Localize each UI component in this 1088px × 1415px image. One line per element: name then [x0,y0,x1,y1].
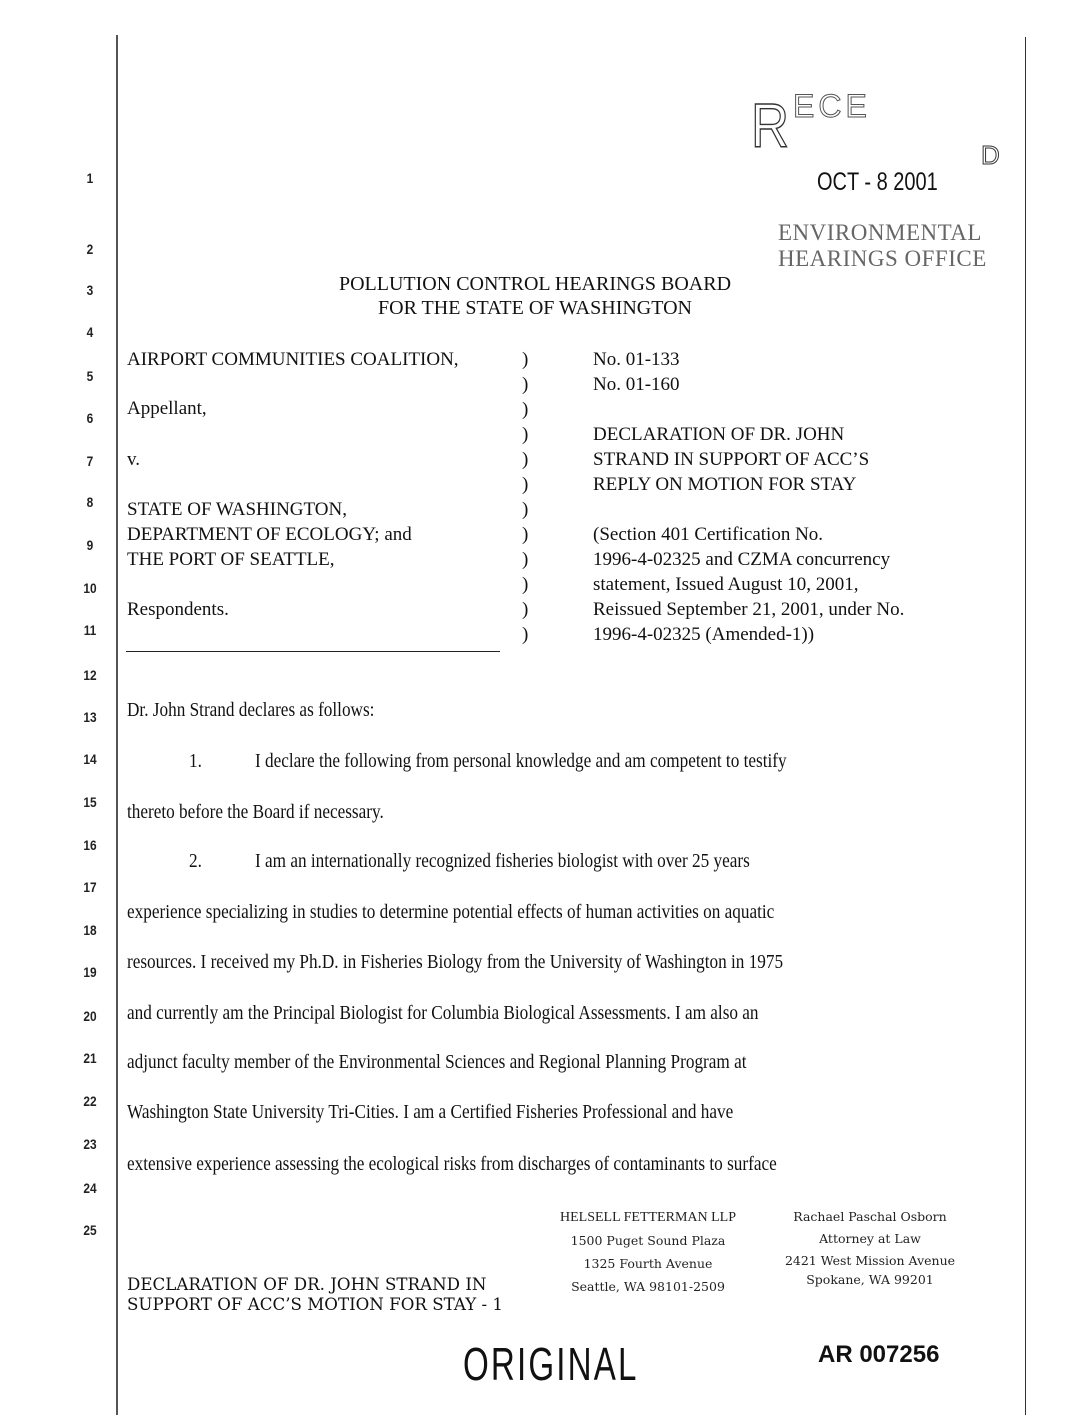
certification-line4: Reissued September 21, 2001, under No. [593,599,905,620]
line-number: 6 [86,410,94,426]
declaration-title-line1: DECLARATION OF DR. JOHN [593,424,845,445]
paragraph-2-line1: I am an internationally recognized fisheries biologist with over 25 years [255,850,750,872]
respondent-line1: STATE OF WASHINGTON, [127,499,347,520]
court-heading-line2: FOR THE STATE OF WASHINGTON [378,297,692,319]
line-number: 11 [83,622,97,638]
caption-paren: ) [522,624,529,645]
line-number: 5 [86,368,94,384]
appellant-role: Appellant, [127,398,207,419]
paragraph-1-number: 1. [189,750,202,772]
caption-underline [126,651,500,652]
caption-paren: ) [522,499,529,520]
intro-line: Dr. John Strand declares as follows: [127,699,375,721]
right-margin-rule [1025,37,1026,1415]
respondent-role: Respondents. [127,599,229,620]
appellant-name: AIRPORT COMMUNITIES COALITION, [127,349,459,370]
attorney-address-1: 2421 West Mission Avenue [784,1253,956,1268]
line-number: 25 [83,1222,97,1238]
caption-paren: ) [522,549,529,570]
caption-paren: ) [522,424,529,445]
line-number: 8 [86,494,94,510]
stamp-office-line2: HEARINGS OFFICE [778,246,987,271]
caption-paren: ) [522,449,529,470]
line-number: 18 [83,922,97,938]
caption-paren: ) [522,349,529,370]
firm-address-2: 1325 Fourth Avenue [583,1256,713,1271]
line-number: 15 [83,794,97,810]
declaration-title-line2: STRAND IN SUPPORT OF ACC’S [593,449,870,470]
paragraph-1-line2: thereto before the Board if necessary. [127,801,384,823]
line-number: 1 [86,170,94,186]
line-number: 22 [83,1093,97,1109]
certification-line3: statement, Issued August 10, 2001, [593,574,859,595]
paragraph-2-line7: extensive experience assessing the ecological risks from discharges of contaminants to surface [127,1153,777,1175]
case-number-1: No. 01-133 [593,349,680,370]
line-number: 14 [83,751,97,767]
line-number: 24 [83,1180,97,1196]
caption-paren: ) [522,524,529,545]
case-number-2: No. 01-160 [593,374,680,395]
declaration-title-line3: REPLY ON MOTION FOR STAY [593,474,857,495]
paragraph-2-line4: and currently am the Principal Biologist for Columbia Biological Assessments. I am also an [127,1002,759,1024]
respondent-line2: DEPARTMENT OF ECOLOGY; and [127,524,412,545]
line-number: 3 [86,282,94,298]
attorney-address-block [770,1206,970,1288]
caption-paren: ) [522,574,529,595]
versus: v. [127,449,141,470]
line-number: 21 [83,1050,97,1066]
line-number: 10 [83,580,97,596]
line-number: 19 [83,964,97,980]
line-number: 7 [86,453,94,469]
line-number: 20 [83,1008,97,1024]
line-number: 17 [83,879,97,895]
line-number: 13 [83,709,97,725]
caption-paren: ) [522,399,529,420]
firm-address-3: Seattle, WA 98101-2509 [571,1279,725,1294]
paragraph-2-line2: experience specializing in studies to determine potential effects of human activities on aquatic [127,901,775,923]
line-number: 4 [86,324,94,340]
caption-paren: ) [522,599,529,620]
caption-paren: ) [522,374,529,395]
line-number: 16 [83,837,97,853]
attorney-address-2: Spokane, WA 99201 [806,1272,934,1287]
footer-document-title [127,1275,503,1315]
footer-title-line2: SUPPORT OF ACC’S MOTION FOR STAY - 1 [127,1295,504,1315]
stamp-office-line1: ENVIRONMENTAL [778,220,982,245]
original-stamp: ORIGINAL [463,1338,639,1390]
paragraph-2-line3: resources. I received my Ph.D. in Fisheries Biology from the University of Washington in 1975 [127,951,784,973]
attorney-name: Rachael Paschal Osborn [793,1209,947,1224]
line-number: 9 [86,537,94,553]
caption-paren: ) [522,474,529,495]
paragraph-2-line6: Washington State University Tri-Cities. I am a Certified Fisheries Professional and have [127,1101,734,1123]
line-number: 12 [83,667,97,683]
attorney-title: Attorney at Law [819,1231,921,1246]
paragraph-2-line5: adjunct faculty member of the Environmental Sciences and Regional Planning Program at [127,1051,747,1073]
firm-address-block [548,1206,748,1298]
paragraph-2-number: 2. [189,850,202,872]
line-number: 2 [86,241,94,257]
stamp-office [778,220,987,272]
certification-line5: 1996-4-02325 (Amended-1)) [593,624,815,645]
respondent-line3: THE PORT OF SEATTLE, [127,549,335,570]
court-heading-line1: POLLUTION CONTROL HEARINGS BOARD [338,273,732,295]
line-number: 23 [83,1136,97,1152]
stamp-date: OCT - 8 2001 [817,168,938,196]
left-margin-rule [116,35,118,1415]
stamp-letter-r: R [751,92,790,161]
stamp-letters-ece: ECE [793,88,871,124]
stamp-letter-d: D [981,140,1000,170]
court-heading [300,272,770,320]
certification-line2: 1996-4-02325 and CZMA concurrency [593,549,891,570]
footer-title-line1: DECLARATION OF DR. JOHN STRAND IN [127,1275,487,1295]
certification-line1: (Section 401 Certification No. [593,524,824,545]
bates-number: AR 007256 [818,1341,940,1368]
firm-name: HELSELL FETTERMAN LLP [559,1210,737,1225]
firm-address-1: 1500 Puget Sound Plaza [570,1233,726,1248]
paragraph-1-line1: I declare the following from personal knowledge and am competent to testify [255,750,787,772]
